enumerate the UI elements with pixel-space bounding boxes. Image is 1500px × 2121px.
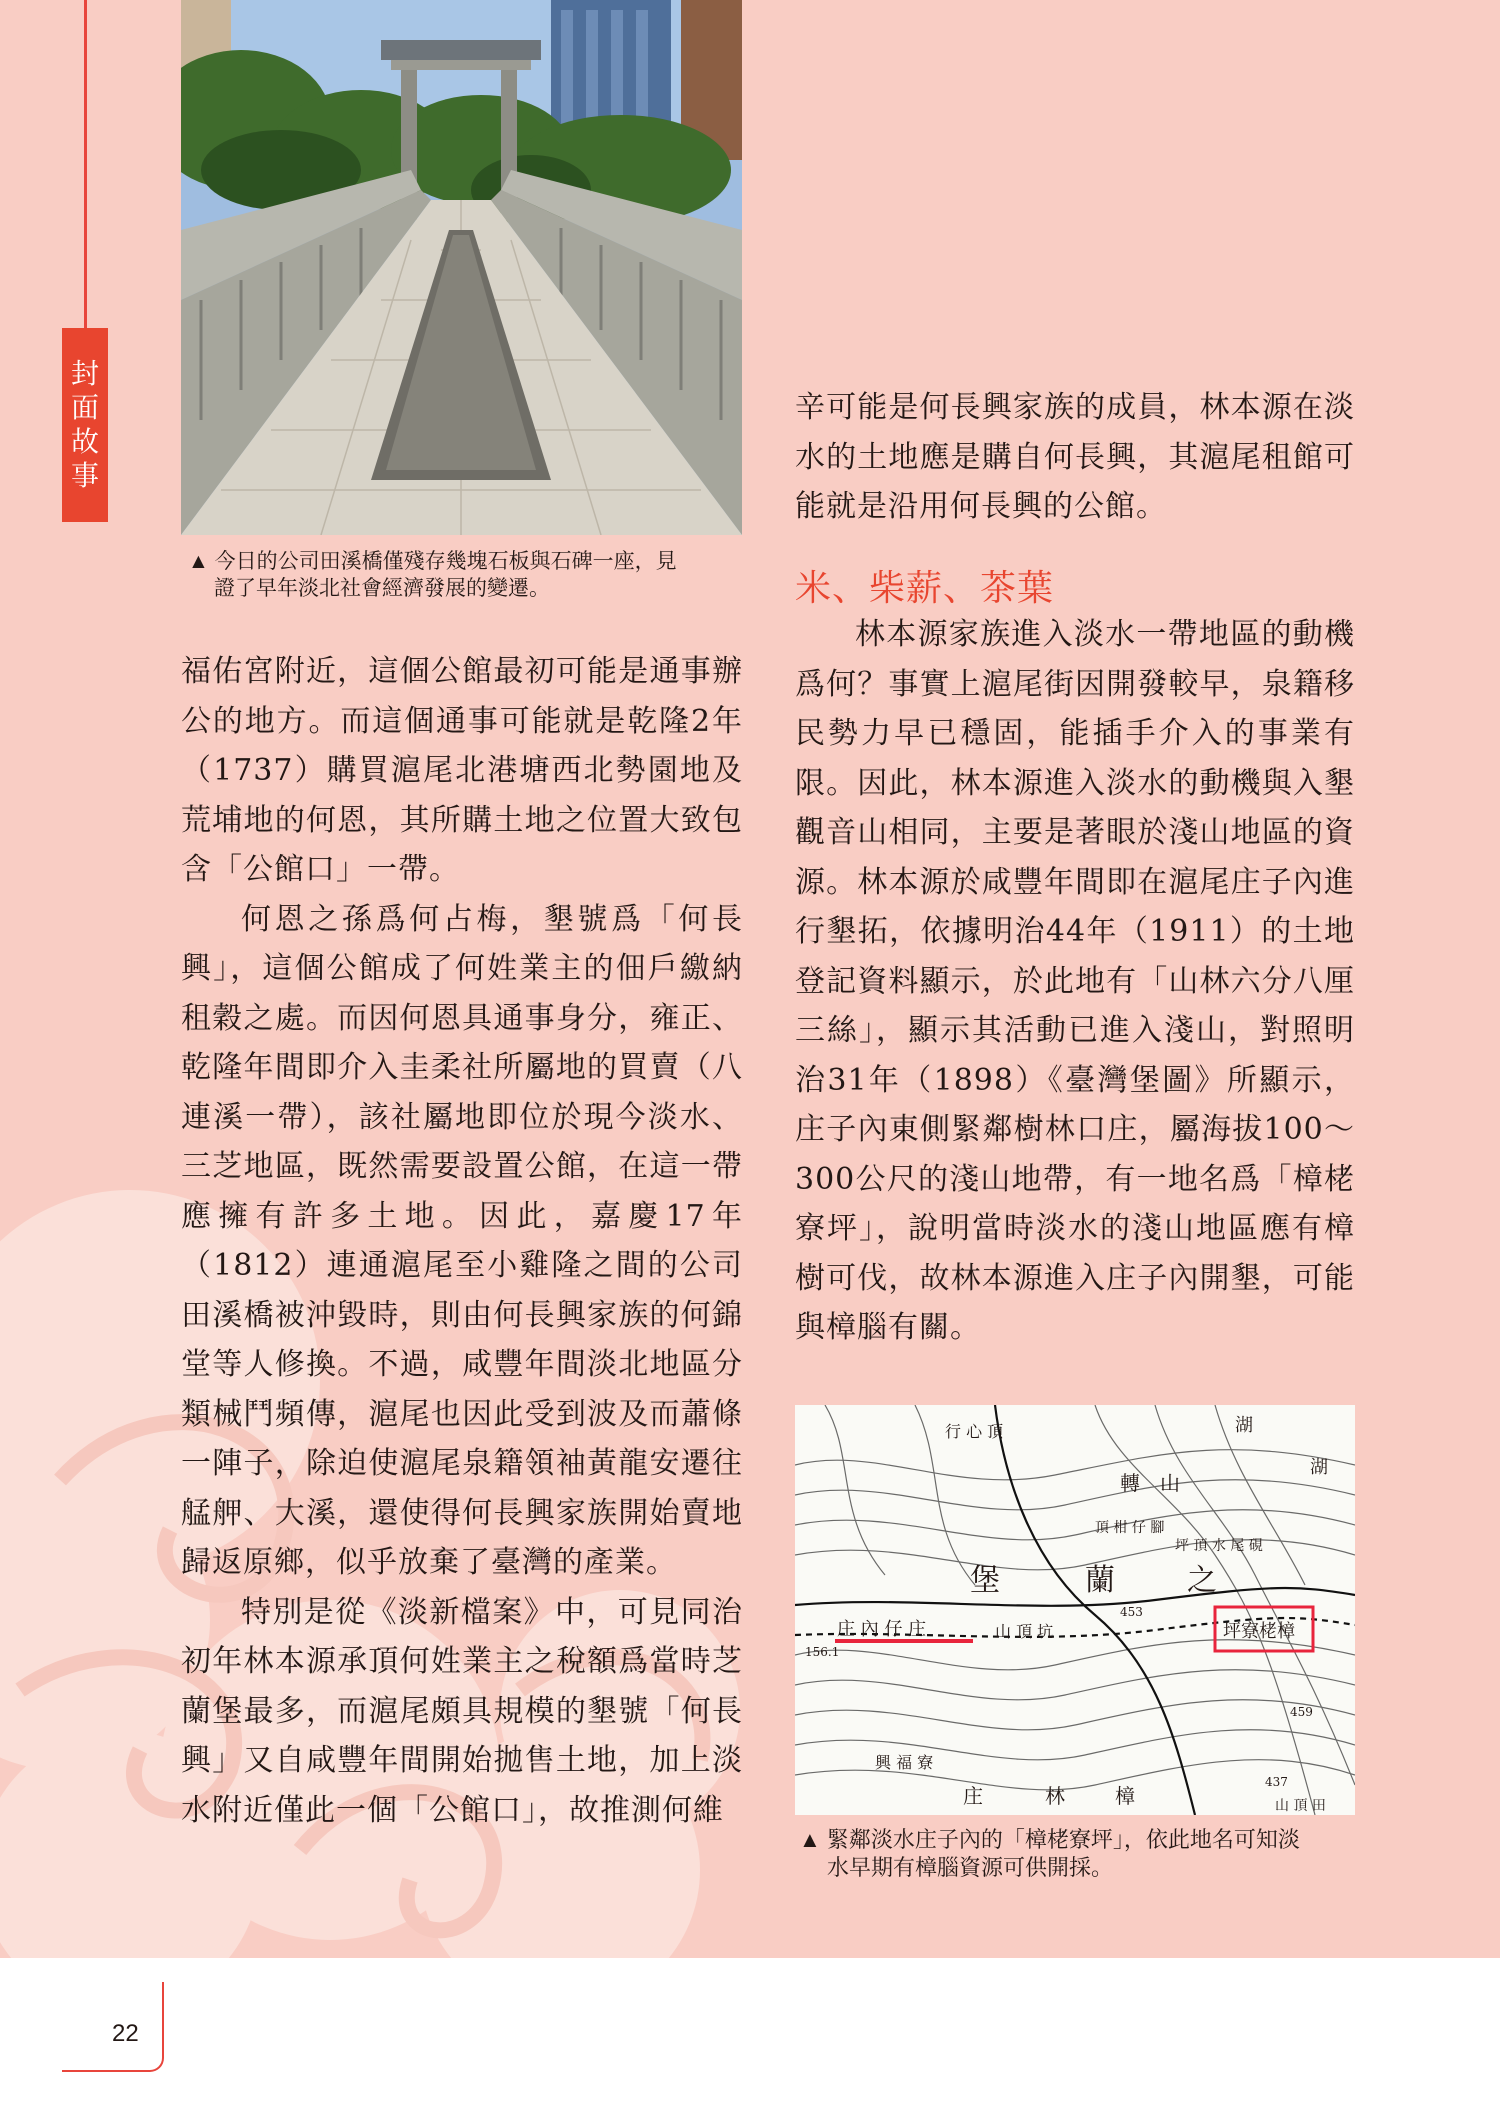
historic-map — [795, 1405, 1355, 1815]
map-caption — [799, 1826, 1359, 1882]
map-label: 山 頂 坑 — [995, 1622, 1054, 1641]
section-tab — [62, 328, 108, 522]
right-column-body — [795, 610, 1355, 1353]
page-number: 22 — [112, 2020, 139, 2047]
section-tab-char: 故 — [70, 425, 99, 458]
section-tab-char: 事 — [70, 459, 99, 492]
map-label: 頂 柑 仔 腳 — [1095, 1520, 1165, 1536]
map-label: 山 頂 田 — [1275, 1798, 1326, 1814]
map-label: 行 心 頂 — [945, 1422, 1004, 1441]
map-caption-line: ▲ 緊鄰淡水庄子內的「樟栳寮坪」，依此地名可知淡 — [799, 1827, 1300, 1852]
map-label: 坪 頂 水 尾 硯 — [1175, 1538, 1263, 1554]
photo-caption-line: ▲ 今日的公司田溪橋僅殘存幾塊石板與石碑一座，見 — [188, 550, 677, 573]
map-label: 興 福 寮 — [875, 1753, 934, 1772]
side-rule — [84, 0, 87, 330]
map-label: 湖 — [1235, 1415, 1253, 1436]
map-label: 蘭 — [1085, 1563, 1115, 1598]
paragraph: 福佑宮附近，這個公館最初可能是通事辦公的地方。而這個通事可能就是乾隆2年（1737）購買滬尾北港塘西北勢園地及荒埔地的何恩，其所購土地之位置大致包含「公館口」一帶。 — [181, 654, 743, 887]
bridge-photo — [181, 0, 742, 535]
map-label: 庄 — [963, 1784, 983, 1808]
map-label: 之 — [1187, 1563, 1217, 1598]
left-column — [181, 647, 743, 1835]
map-elevation: 156.1 — [805, 1645, 840, 1659]
map-label: 林 — [1045, 1784, 1065, 1808]
map-label: 轉 — [1120, 1471, 1140, 1495]
map-label: 樟 — [1115, 1784, 1135, 1808]
map-elevation: 437 — [1265, 1775, 1288, 1789]
section-heading: 米、柴薪、茶葉 — [795, 568, 1055, 609]
right-column-top — [795, 383, 1355, 532]
photo-caption-line: 證了早年淡北社會經濟發展的變遷。 — [214, 577, 550, 600]
page-footer-area — [0, 1958, 1500, 2121]
paragraph: 辛可能是何長興家族的成員，林本源在淡水的土地應是購自何長興，其滬尾租館可能就是沿用何長興的公館。 — [795, 390, 1355, 524]
paragraph: 林本源家族進入淡水一帶地區的動機爲何？事實上滬尾街因開發較早，泉籍移民勢力早已穩固，能插手介入的事業有限。因此，林本源進入淡水的動機與入墾觀音山相同，主要是著眼於淺山地區的資源。林本源於咸豐年間即在滬尾庄子內進行墾拓，依據明治44年（1911）的土地登記資料顯示，於此地有「山林六分八厘三絲」，顯示其活動已進入淺山，對照明治31年（1898）《臺灣堡圖》所顯示，庄子內東側緊鄰樹林口庄，屬海拔100～300公尺的淺山地帶，有一地名爲「樟栳寮坪」，說明當時淡水的淺山地區應有樟樹可伐，故林本源進入庄子內開墾，可能與樟腦有關。 — [795, 617, 1355, 1345]
map-label: 堡 — [970, 1563, 1000, 1598]
paragraph: 特別是從《淡新檔案》中，可見同治初年林本源承頂何姓業主之稅額爲當時芝蘭堡最多，而滬尾頗具規模的墾號「何長興」又自咸豐年間開始拋售土地，加上淡水附近僅此一個「公館口」，故推測何維 — [181, 1594, 743, 1828]
map-caption-line: 水早期有樟腦資源可供開採。 — [827, 1855, 1114, 1880]
photo-caption — [188, 548, 748, 602]
map-label: 山 — [1160, 1471, 1180, 1495]
map-elevation: 459 — [1290, 1705, 1313, 1719]
map-label-boxed: 坪寮栳樟 — [1223, 1621, 1295, 1642]
section-tab-char: 面 — [70, 391, 99, 424]
paragraph: 何恩之孫爲何占梅，墾號爲「何長興」，這個公館成了何姓業主的佃戶繳納租穀之處。而因何恩具通事身分，雍正、乾隆年間即介入圭柔社所屬地的買賣（八連溪一帶），該社屬地即位於現今淡水、三芝地區，既然需要設置公館，在這一帶應擁有許多土地。因此，嘉慶17年（1812）連通滬尾至小雞隆之間的公司田溪橋被沖毀時，則由何長興家族的何錦堂等人修換。不過，咸豐年間淡北地區分類械鬥頻傳，滬尾也因此受到波及而蕭條一陣子，除迫使滬尾泉籍領袖黃龍安遷往艋舺、大溪，還使得何長興家族開始賣地歸返原鄉，似乎放棄了臺灣的產業。 — [181, 901, 743, 1580]
map-label: 庄 內 仔 庄 — [837, 1619, 927, 1640]
map-label: 湖 — [1310, 1457, 1328, 1478]
section-tab-char: 封 — [70, 357, 99, 390]
map-elevation: 453 — [1120, 1605, 1143, 1619]
